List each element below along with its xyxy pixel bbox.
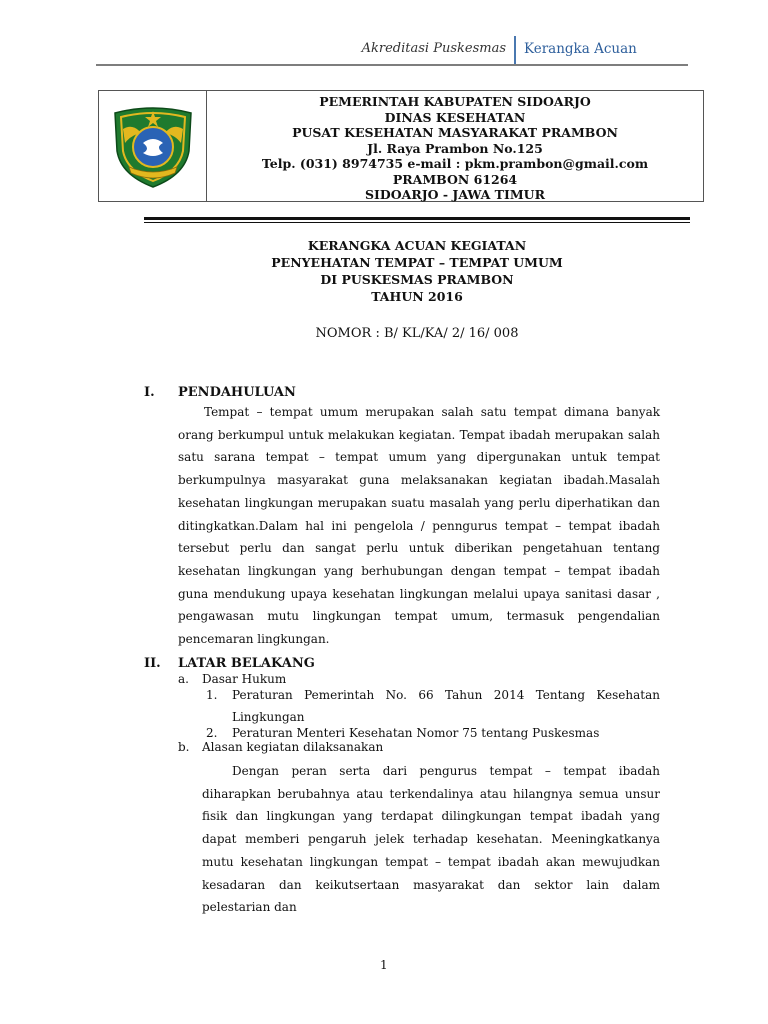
legal-basis-item-2-text: Peraturan Menteri Kesehatan Nomor 75 tentang Puskesmas (232, 726, 600, 740)
subsection-b-paragraph: Dengan peran serta dari pengurus tempat – tempat ibadah diharapkan berubahnya atau terkendalinya atau hilangnya semua unsur fisik dan lingkungan yang terdapat dilingkungan tempat ibadah yang dapat memberi pengaruh jelek terhadap kesehatan. Meeningkatkanya mutu kesehatan lingkungan tempat – tempat ibadah akan mewujudkan kesadaran dan keikutsertaan masyarakat dan sektor lain dalam pelestarian dan (202, 764, 660, 915)
title-line-1: KERANGKA ACUAN KEGIATAN (307, 238, 527, 253)
page-number: 1 (380, 958, 388, 972)
subsection-b-marker: b. (178, 740, 190, 754)
section-2-number: II. (144, 656, 161, 671)
letterhead-line-postal: PRAMBON 61264 (392, 171, 518, 187)
section-1-number: I. (144, 385, 155, 400)
legal-basis-item-1-text: Peraturan Pemerintah No. 66 Tahun 2014 Tentang Kesehatan (232, 688, 660, 702)
letterhead-line-center: PUSAT KESEHATAN MASYARAKAT PRAMBON (292, 125, 618, 140)
sidoarjo-regency-crest-icon (105, 99, 201, 193)
letterhead (98, 90, 704, 202)
running-header (96, 36, 688, 64)
legal-basis-item-1-number: 1. (206, 688, 218, 702)
letterhead-text (207, 94, 703, 203)
letterhead-line-region: SIDOARJO - JAWA TIMUR (365, 187, 545, 202)
title-line-3: DI PUSKESMAS PRAMBON (320, 272, 514, 287)
section-1-paragraph: Tempat – tempat umum merupakan salah satu tempat dimana banyak orang berkumpul untuk melakukan kegiatan. Tempat ibadah merupakan salah satu sarana tempat – tempat umum yang dipergunakan untuk tempat berkumpulnya masyarakat guna melaksanakan kegiatan ibadah.Masalah kesehatan lingkungan merupakan suatu masalah yang perlu diperhatikan dan ditingkatkan.Dalam hal ini pengelola / penngurus tempat – tempat ibadah tersebut perlu dan sangat perlu untuk diberikan pengetahuan tentang kesehatan lingkungan yang berhubungan dengan tempat – tempat ibadah guna mendukung upaya kesehatan lingkungan melalui upaya sanitasi dasar , pengawasan mutu lingkungan tempat umum, termasuk pengendalian pencemaran lingkungan. (178, 405, 660, 647)
title-line-2: PENYEHATAN TEMPAT – TEMPAT UMUM (271, 255, 563, 270)
separator-thick (144, 217, 690, 220)
legal-basis-item-2-number: 2. (206, 726, 218, 740)
document-number: NOMOR : B/ KL/KA/ 2/ 16/ 008 (315, 326, 519, 341)
separator-thin (144, 222, 690, 223)
subsection-a-marker: a. (178, 672, 189, 686)
running-header-rule (96, 64, 688, 66)
running-header-separator (514, 36, 516, 64)
legal-basis-item-1-continuation: Lingkungan (232, 710, 305, 724)
letterhead-logo-cell (99, 91, 207, 201)
subsection-b-label: Alasan kegiatan dilaksanakan (202, 740, 384, 754)
letterhead-line-contact: Telp. (031) 8974735 e-mail : pkm.prambon@gmail.com (261, 156, 649, 171)
letterhead-line-government: PEMERINTAH KABUPATEN SIDOARJO (319, 94, 591, 109)
title-line-4: TAHUN 2016 (371, 289, 463, 304)
letterhead-line-address: Jl. Raya Prambon No.125 (367, 140, 543, 156)
subsection-a-label: Dasar Hukum (202, 672, 287, 686)
letterhead-line-department: DINAS KESEHATAN (384, 109, 526, 125)
section-1-heading: PENDAHULUAN (178, 385, 296, 400)
running-header-left: Akreditasi Puskesmas (361, 41, 506, 56)
section-2-heading: LATAR BELAKANG (178, 656, 315, 671)
running-header-right: Kerangka Acuan (524, 41, 637, 57)
document-title (144, 237, 690, 305)
